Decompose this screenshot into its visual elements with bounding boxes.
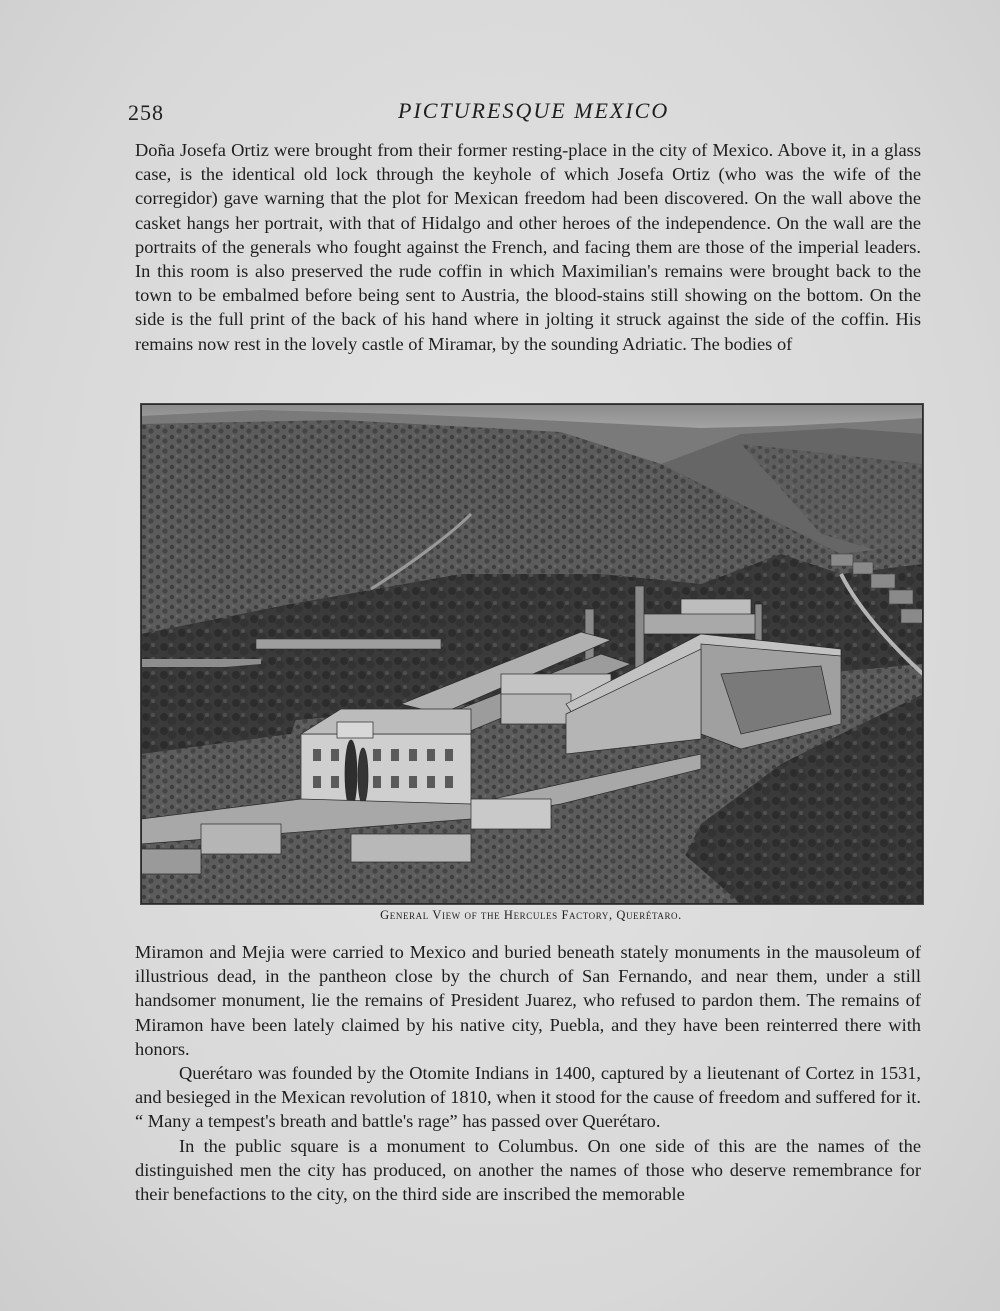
running-title: PICTURESQUE MEXICO bbox=[398, 98, 670, 123]
paragraph: In the public square is a monument to Columbus. On one side of this are the names of the distinguished men the city has produced, on another the names of those who deserve remembrance for their benefactions to the city, on the third side are inscribed the memorable bbox=[135, 1135, 921, 1205]
paragraph: Miramon and Mejia were carried to Mexico and buried beneath stately monuments in the mausoleum of illustrious dead, in the pantheon close by the church of San Fernando, and near them, under a still handsomer monument, lie the remains of President Juarez, who refused to pardon them. The remains of Miramon have been lately claimed by his native city, Puebla, and they have been reinterred there with honors. bbox=[135, 942, 921, 1059]
figure-caption: General View of the Hercules Factory, Querétaro. bbox=[380, 908, 682, 922]
photograph-illustration bbox=[141, 404, 923, 904]
paragraph-continuation: Doña Josefa Ortiz were brought from their former resting-place in the city of Mexico. Above it, in a glass case, is the identical old lock through the keyhole of which Josefa Ortiz (who was the wife of the corregidor) gave warning that the plot for Mexican freedom had been discovered. On the wall above the casket hangs her portrait, with that of Hidalgo and other heroes of the independence. On the wall are the portraits of the generals who fought against the French, and facing them are those of the imperial leaders. In this room is also preserved the rude coffin in which Maximilian's remains were brought back to the town to be embalmed before being sent to Austria, the blood-stains still showing on the bottom. On the side is the full print of the back of his hand where in jolting it struck against the side of the coffin. His remains now rest in the lovely castle of Miramar, by the sounding Adriatic. The bodies of bbox=[135, 140, 921, 354]
top-text-block bbox=[135, 138, 921, 356]
factory-photograph bbox=[140, 403, 924, 905]
page-number: 258 bbox=[128, 100, 164, 125]
paragraph: Querétaro was founded by the Otomite Indians in 1400, captured by a lieutenant of Cortez in 1531, and besieged in the Mexican revolution of 1810, when it stood for the cause of freedom and suffered for it. “ Many a tempest's breath and battle's rage” has passed over Querétaro. bbox=[135, 1063, 921, 1132]
bottom-text-block bbox=[135, 940, 921, 1206]
page-header bbox=[128, 96, 928, 130]
